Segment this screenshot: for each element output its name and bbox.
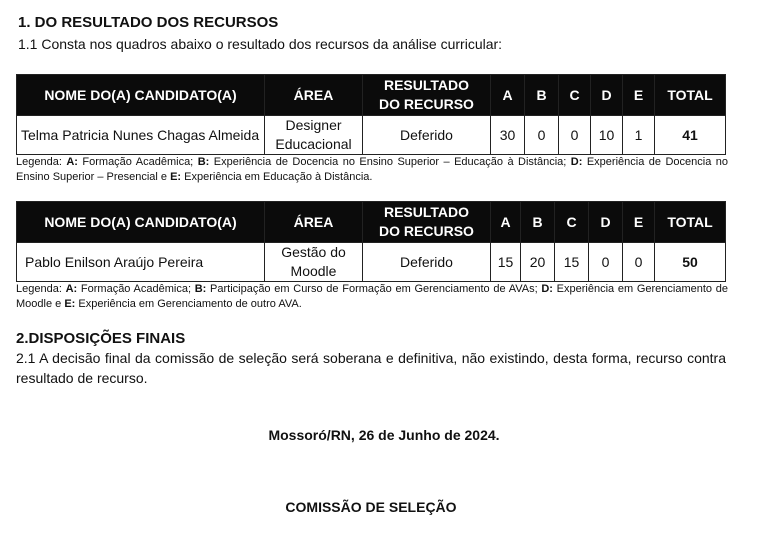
table-header-row	[17, 202, 726, 243]
cell-total: 50	[655, 243, 726, 282]
header-d: D	[589, 202, 623, 243]
cell-d: 0	[589, 243, 623, 282]
cell-total: 41	[655, 116, 726, 155]
cell-a: 30	[491, 116, 525, 155]
header-b: B	[521, 202, 555, 243]
header-name: NOME DO(A) CANDIDATO(A)	[17, 202, 265, 243]
table-row	[17, 243, 726, 282]
cell-b: 20	[521, 243, 555, 282]
cell-b: 0	[525, 116, 559, 155]
cell-area: Gestão do Moodle	[265, 243, 363, 282]
header-result: RESULTADO DO RECURSO	[363, 75, 491, 116]
table-row	[17, 116, 726, 155]
committee-signature: COMISSÃO DE SELEÇÃO	[285, 499, 457, 515]
results-table-2	[16, 201, 726, 282]
header-d: D	[591, 75, 623, 116]
header-name: NOME DO(A) CANDIDATO(A)	[17, 75, 265, 116]
header-total: TOTAL	[655, 75, 726, 116]
cell-name: Telma Patricia Nunes Chagas Almeida	[17, 116, 265, 155]
header-total: TOTAL	[655, 202, 726, 243]
legend-1: Legenda: A: Formação Acadêmica; B: Experiência de Docencia no Ensino Superior – Educação à Distância; D: Experiência de Docencia no Ensino Superior – Presencial e E: Experiência em Educação à Distância.	[16, 156, 729, 183]
header-e: E	[623, 202, 655, 243]
header-a: A	[491, 202, 521, 243]
header-b: B	[525, 75, 559, 116]
results-table-1	[16, 74, 726, 155]
cell-result: Deferido	[363, 243, 491, 282]
header-a: A	[491, 75, 525, 116]
section1-intro: 1.1 Consta nos quadros abaixo o resultado dos recursos da análise curricular:	[18, 36, 503, 52]
cell-result: Deferido	[363, 116, 491, 155]
cell-e: 1	[623, 116, 655, 155]
cell-e: 0	[623, 243, 655, 282]
header-result: RESULTADO DO RECURSO	[363, 202, 491, 243]
header-area: ÁREA	[265, 202, 363, 243]
section2-title: 2.DISPOSIÇÕES FINAIS	[16, 330, 186, 347]
cell-d: 10	[591, 116, 623, 155]
header-c: C	[555, 202, 589, 243]
cell-a: 15	[491, 243, 521, 282]
cell-c: 15	[555, 243, 589, 282]
section2-text: 2.1 A decisão final da comissão de seleção será soberana e definitiva, não existindo, desta forma, recurso contra resultado de recurso.	[16, 350, 726, 386]
header-e: E	[623, 75, 655, 116]
cell-area: Designer Educacional	[265, 116, 363, 155]
header-c: C	[559, 75, 591, 116]
section1-title: 1. DO RESULTADO DOS RECURSOS	[18, 14, 279, 31]
header-area: ÁREA	[265, 75, 363, 116]
cell-name: Pablo Enilson Araújo Pereira	[17, 243, 265, 282]
table-header-row	[17, 75, 726, 116]
legend-2: Legenda: A: Formação Acadêmica; B: Participação em Curso de Formação em Gerenciamento de AVAs; D: Experiência em Gerenciamento de Moodle e E: Experiência em Gerenciamento de outro AVA.	[16, 283, 728, 310]
cell-c: 0	[559, 116, 591, 155]
document-date: Mossoró/RN, 26 de Junho de 2024.	[268, 427, 500, 443]
